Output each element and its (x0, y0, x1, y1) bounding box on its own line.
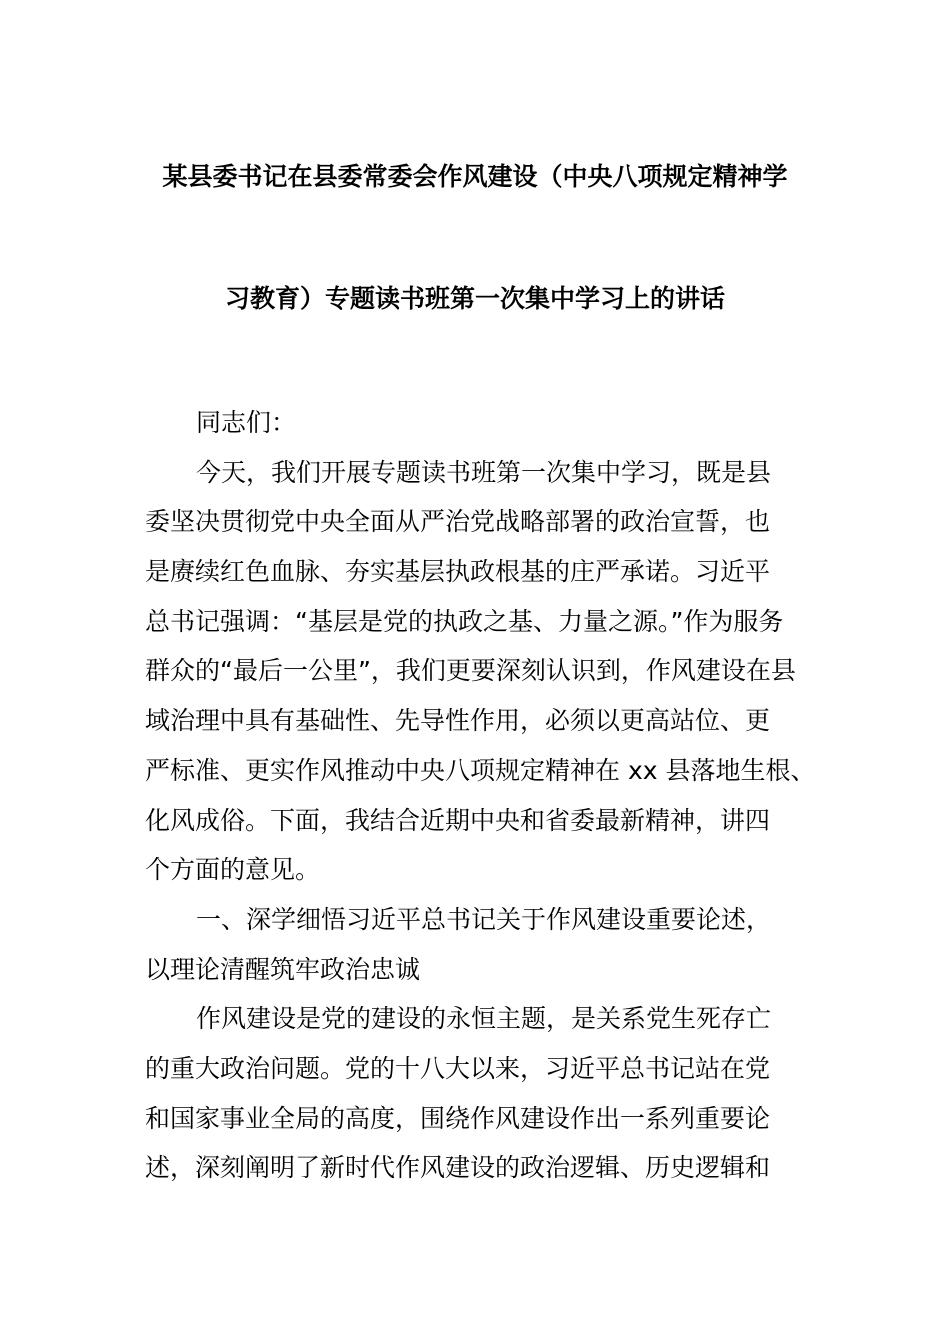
section-heading-line: 一、深学细悟习近平总书记关于作风建设重要论述， (196, 904, 772, 934)
paragraph-1-line: 总书记强调：“基层是党的执政之基、力量之源。”作为服务 (145, 606, 784, 636)
paragraph-1-line: 是赓续红色血脉、夯实基层执政根基的庄严承诺。习近平 (145, 557, 771, 587)
paragraph-1-line: 严标准、更实作风推动中央八项规定精神在 xx 县落地生根、 (145, 755, 816, 785)
section-heading-line: 以理论清醒筑牢政治忠诚 (145, 954, 421, 984)
paragraph-2-line: 的重大政治问题。党的十八大以来，习近平总书记站在党 (145, 1053, 771, 1083)
paragraph-1-line: 今天，我们开展专题读书班第一次集中学习，既是县 (196, 457, 772, 487)
paragraph-1-line: 域治理中具有基础性、先导性作用，必须以更高站位、更 (145, 706, 771, 736)
document-body (145, 398, 816, 1193)
document-title-line-2: 习教育）专题读书班第一次集中学习上的讲话 (224, 284, 725, 313)
salutation: 同志们： (196, 408, 297, 437)
paragraph-2-line: 作风建设是党的建设的永恒主题，是关系党生死存亡 (196, 1004, 772, 1034)
paragraph-2-line: 述，深刻阐明了新时代作风建设的政治逻辑、历史逻辑和 (145, 1153, 771, 1183)
document-title-line-1: 某县委书记在县委常委会作风建设（中央八项规定精神学 (162, 162, 788, 191)
paragraph-1-line: 群众的“最后一公里”，我们更要深刻认识到，作风建设在县 (145, 656, 796, 686)
paragraph-1-line: 化风成俗。下面，我结合近期中央和省委最新精神，讲四 (145, 805, 771, 835)
paragraph-1-line: 个方面的意见。 (145, 855, 321, 885)
paragraph-2-line: 和国家事业全局的高度，围绕作风建设作出一系列重要论 (145, 1103, 771, 1133)
paragraph-1-line: 委坚决贯彻党中央全面从严治党战略部署的政治宣誓，也 (145, 507, 771, 537)
